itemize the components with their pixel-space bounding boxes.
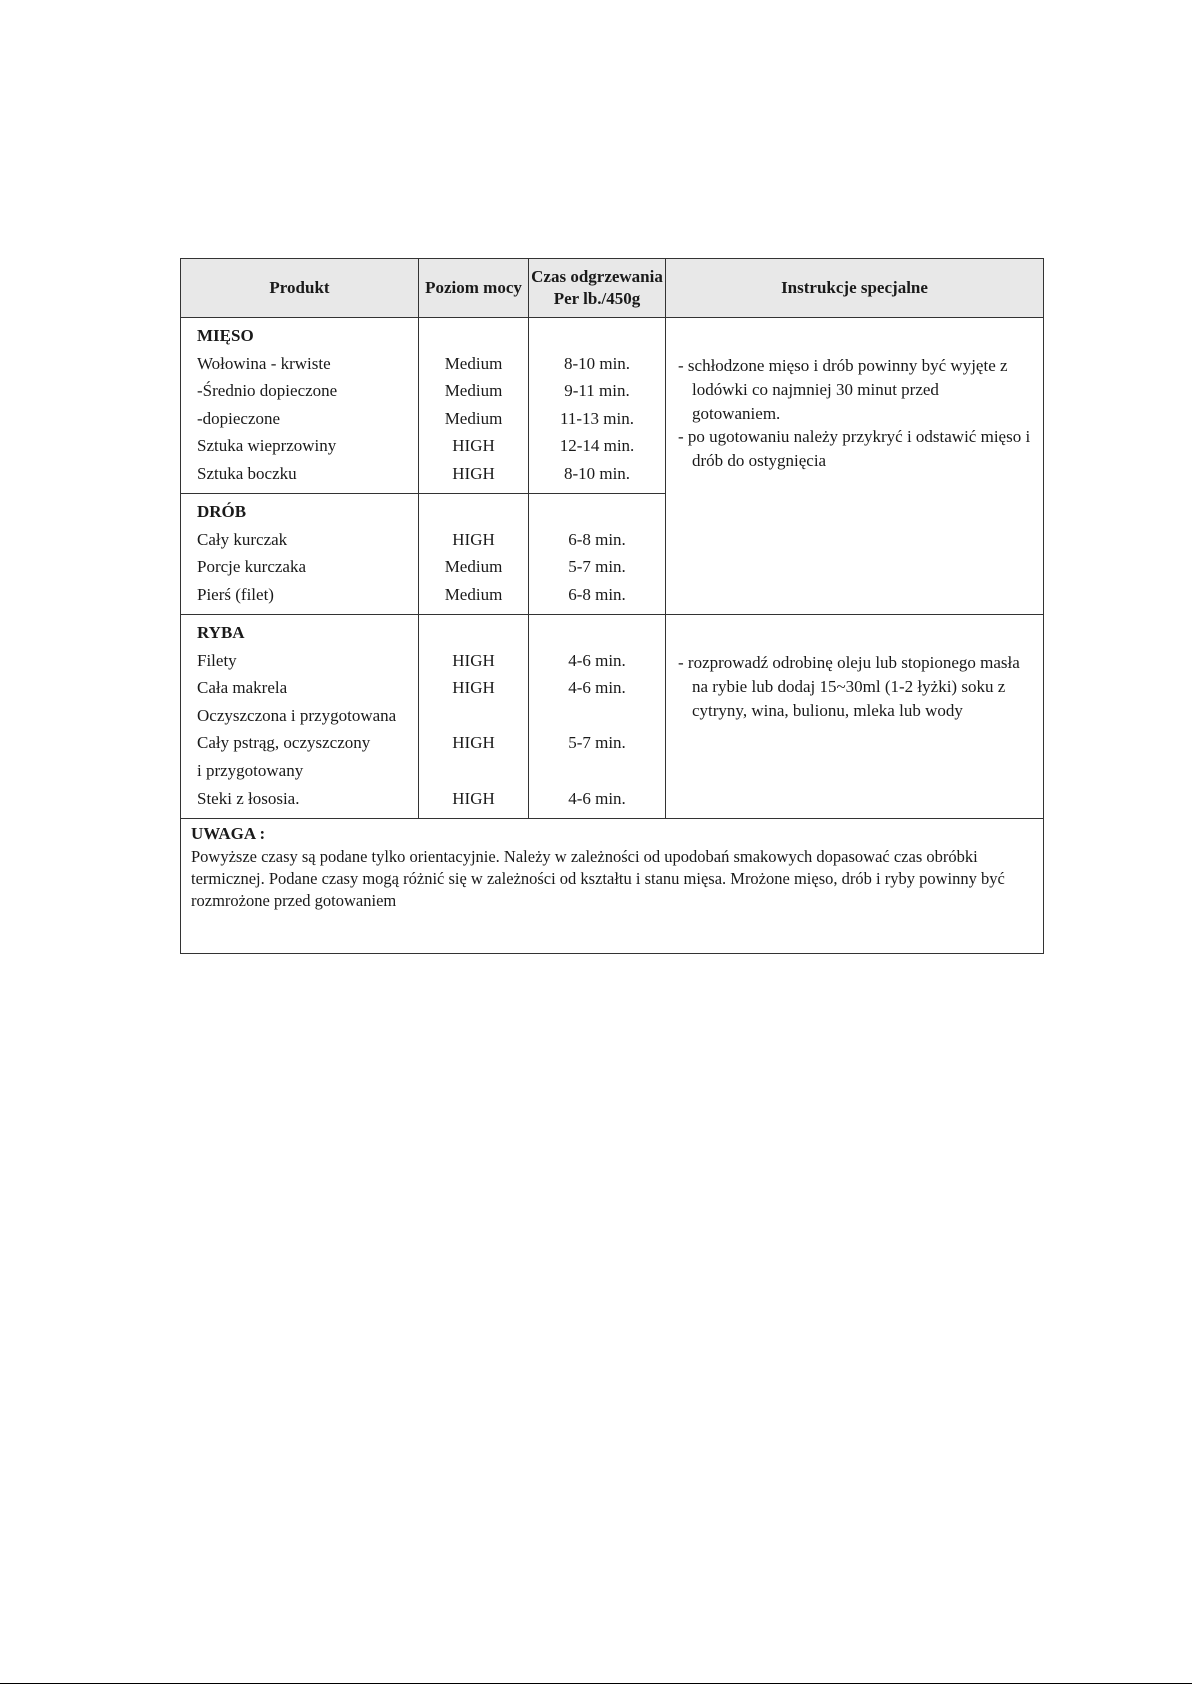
header-time [529,259,666,318]
group-meso-power [419,318,529,494]
power-level: Medium [444,353,503,373]
product-name: Pierś (filet) [197,584,274,604]
group-ryba-time [529,615,666,819]
group-meso-products [181,318,419,494]
product-name: Wołowina - krwiste [197,353,331,373]
header-instructions: Instrukcje specjalne [666,259,1044,318]
product-name: -dopieczone [197,408,281,428]
group-ryba [181,615,1044,819]
header-row [181,259,1044,318]
product-name: Sztuka wieprzowiny [197,436,337,456]
cook-time: 6-8 min. [568,584,626,604]
header-product: Produkt [181,259,419,318]
group-drob-products [181,494,419,615]
note-title: UWAGA : [191,824,266,844]
power-level: HIGH [452,788,495,808]
product-name: Steki z łososia. [197,788,300,808]
product-name: Oczyszczona i przygotowana [197,705,397,725]
instruction-item: - rozprowadź odrobinę oleju lub stopionego masła na rybie lub dodaj 15~30ml (1-2 łyżki) soku z cytryny, wina, bulionu, mleka lub wody [678,653,1020,720]
instructions-meat-poultry [666,318,1044,615]
group-meso [181,318,1044,494]
cook-time: 4-6 min. [568,788,626,808]
product-name: Cała makrela [197,678,288,698]
power-level: HIGH [452,733,495,753]
power-level: HIGH [452,650,495,670]
cook-time: 11-13 min. [560,408,634,428]
power-level: HIGH [452,678,495,698]
power-level: HIGH [452,436,495,456]
group-drob-time [529,494,666,615]
cook-time: 4-6 min. [568,650,626,670]
power-level: Medium [444,584,503,604]
cook-time: 8-10 min. [563,463,631,483]
product-name: Cały kurczak [197,529,288,549]
product-name: -Średnio dopieczone [197,381,338,401]
page-bottom-rule [0,1683,1192,1684]
product-name: Sztuka boczku [197,463,297,483]
cook-time: 4-6 min. [568,678,626,698]
cook-time: 5-7 min. [568,557,626,577]
cook-time: 12-14 min. [559,436,635,456]
instructions-fish [666,615,1044,819]
cook-time: 9-11 min. [564,381,630,401]
group-meso-time [529,318,666,494]
note-text: Powyższe czasy są podane tylko orientacyjnie. Należy w zależności od upodobań smakowych dopasować czas obróbki termicznej. Podane czasy mogą różnić się w zależności od kształtu i stanu mięsa. Mrożone mięso, drób i ryby powinny być rozmrożone przed gotowaniem [191,846,1005,910]
instruction-item: - po ugotowaniu należy przykryć i odstawić mięso i drób do ostygnięcia [678,427,1031,471]
group-drob-power [419,494,529,615]
header-time-line1: Czas odgrzewania [531,266,663,286]
power-level: HIGH [452,529,495,549]
group-ryba-products [181,615,419,819]
note-row [181,819,1044,954]
header-power: Poziom mocy [419,259,529,318]
header-time-line2: Per lb./450g [553,289,641,308]
group-title: DRÓB [197,502,247,522]
product-name: Cały pstrąg, oczyszczony [197,733,371,753]
power-level: Medium [444,557,503,577]
instruction-item: - schłodzone mięso i drób powinny być wyjęte z lodówki co najmniej 30 minut przed gotowaniem. [678,356,1008,423]
power-level: Medium [444,381,503,401]
product-name: Filety [197,650,237,670]
group-ryba-power [419,615,529,819]
note-cell [181,819,1044,954]
cooking-table [180,258,1044,954]
cook-time: 5-7 min. [568,733,626,753]
cook-time: 8-10 min. [563,353,631,373]
power-level: HIGH [452,463,495,483]
product-name: Porcje kurczaka [197,557,307,577]
group-title: RYBA [197,623,245,643]
power-level: Medium [444,408,503,428]
group-title: MIĘSO [197,326,254,345]
cook-time: 6-8 min. [568,529,626,549]
product-name: i przygotowany [197,760,304,780]
